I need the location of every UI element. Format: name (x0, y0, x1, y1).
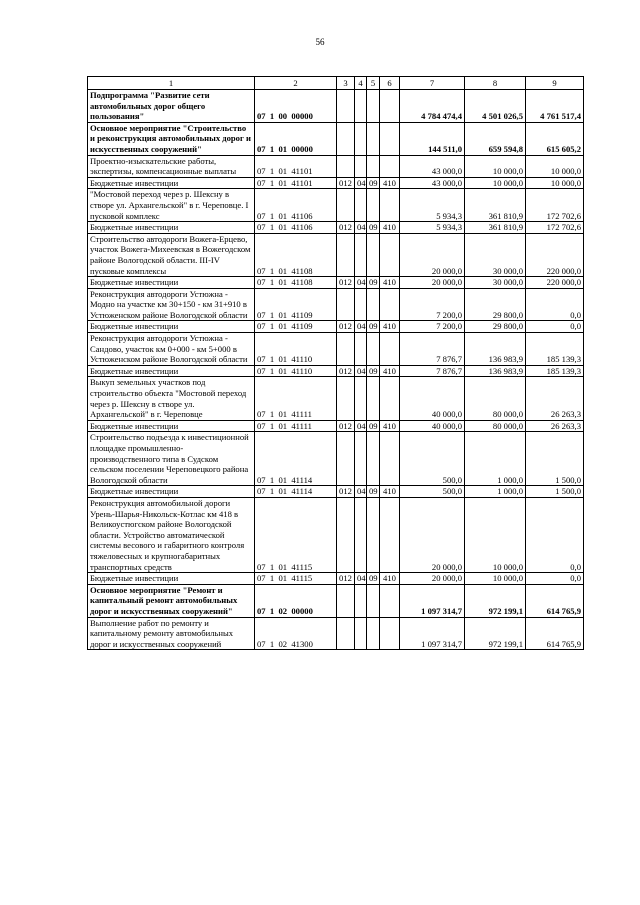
row-col3-cell: 012 (337, 222, 355, 234)
row-col3-cell: 012 (337, 420, 355, 432)
row-value-cell: 4 761 517,4 (526, 90, 584, 123)
row-name-cell: Реконструкция автодороги Устюжна - Модно на участке км 30+150 - км 31+910 в Устюженском районе Вологодской области (88, 288, 255, 321)
row-col3-cell (337, 617, 355, 650)
row-name-cell: Реконструкция автомобильной дороги Урень-Шарья-Никольск-Котлас км 418 в Великоустюгском районе Вологодской области. Устройство автоматической системы весового и габаритного контроля тяжеловесных и крупногабаритных транспортных средств (88, 497, 255, 572)
row-col6-cell (380, 189, 400, 222)
row-col4-cell: 04 (355, 277, 367, 289)
row-value-cell: 4 501 026,5 (465, 90, 526, 123)
header-cell: 6 (380, 77, 400, 90)
row-value-cell: 26 263,3 (526, 377, 584, 420)
row-col6-cell (380, 288, 400, 321)
row-col6-cell (380, 333, 400, 366)
row-code-cell: 07 1 01 41111 (255, 420, 337, 432)
row-value-cell: 972 199,1 (465, 584, 526, 617)
header-cell: 9 (526, 77, 584, 90)
row-value-cell: 4 784 474,4 (400, 90, 465, 123)
row-code-cell: 07 1 01 41111 (255, 377, 337, 420)
header-cell: 8 (465, 77, 526, 90)
row-col6-cell (380, 122, 400, 155)
row-col6-cell: 410 (380, 277, 400, 289)
table-row (88, 90, 584, 123)
row-col4-cell (355, 617, 367, 650)
row-col4-cell: 04 (355, 177, 367, 189)
row-col4-cell: 04 (355, 486, 367, 498)
row-value-cell: 220 000,0 (526, 233, 584, 276)
row-name-cell: Выкуп земельных участков под строительство объекта "Мостовой переход через р. Шексну в створе ул. Архангельской" в г. Череповце (88, 377, 255, 420)
row-col5-cell: 09 (367, 277, 380, 289)
row-value-cell: 615 605,2 (526, 122, 584, 155)
table-row (88, 222, 584, 234)
row-col6-cell: 410 (380, 573, 400, 585)
header-cell: 2 (255, 77, 337, 90)
row-col3-cell (337, 122, 355, 155)
row-col4-cell: 04 (355, 420, 367, 432)
row-col6-cell: 410 (380, 177, 400, 189)
row-value-cell: 40 000,0 (400, 377, 465, 420)
header-row (88, 77, 584, 90)
row-value-cell: 10 000,0 (465, 177, 526, 189)
row-col4-cell (355, 189, 367, 222)
row-col6-cell (380, 584, 400, 617)
row-value-cell: 7 876,7 (400, 333, 465, 366)
row-value-cell: 1 000,0 (465, 486, 526, 498)
row-value-cell: 10 000,0 (526, 177, 584, 189)
row-col4-cell (355, 122, 367, 155)
row-value-cell: 80 000,0 (465, 420, 526, 432)
row-col5-cell (367, 288, 380, 321)
row-col3-cell: 012 (337, 321, 355, 333)
row-value-cell: 10 000,0 (526, 155, 584, 177)
row-col3-cell: 012 (337, 486, 355, 498)
row-code-cell: 07 1 01 41109 (255, 288, 337, 321)
row-col5-cell: 09 (367, 486, 380, 498)
row-col4-cell (355, 155, 367, 177)
row-value-cell: 1 500,0 (526, 486, 584, 498)
row-code-cell: 07 1 01 41115 (255, 497, 337, 572)
header-cell: 5 (367, 77, 380, 90)
row-col4-cell: 04 (355, 573, 367, 585)
row-value-cell: 29 800,0 (465, 288, 526, 321)
row-value-cell: 136 983,9 (465, 365, 526, 377)
row-value-cell: 43 000,0 (400, 155, 465, 177)
table-row (88, 486, 584, 498)
row-value-cell: 10 000,0 (465, 573, 526, 585)
row-col4-cell (355, 584, 367, 617)
table-row (88, 189, 584, 222)
table-row (88, 321, 584, 333)
row-value-cell: 30 000,0 (465, 233, 526, 276)
row-col6-cell: 410 (380, 222, 400, 234)
row-value-cell: 0,0 (526, 573, 584, 585)
row-code-cell: 07 1 01 41108 (255, 233, 337, 276)
row-value-cell: 7 200,0 (400, 321, 465, 333)
row-name-cell: Бюджетные инвестиции (88, 420, 255, 432)
row-code-cell: 07 1 01 41110 (255, 365, 337, 377)
row-col4-cell (355, 432, 367, 486)
row-col5-cell (367, 432, 380, 486)
table-row (88, 432, 584, 486)
header-cell: 7 (400, 77, 465, 90)
row-value-cell: 1 500,0 (526, 432, 584, 486)
row-value-cell: 30 000,0 (465, 277, 526, 289)
row-col6-cell (380, 90, 400, 123)
row-col5-cell: 09 (367, 420, 380, 432)
row-col6-cell: 410 (380, 486, 400, 498)
table-row (88, 497, 584, 572)
row-code-cell: 07 1 01 41108 (255, 277, 337, 289)
row-name-cell: Основное мероприятие "Ремонт и капитальный ремонт автомобильных дорог и искусственных сооружений" (88, 584, 255, 617)
row-value-cell: 1 097 314,7 (400, 584, 465, 617)
row-code-cell: 07 1 01 41106 (255, 222, 337, 234)
row-col6-cell (380, 377, 400, 420)
row-value-cell: 80 000,0 (465, 377, 526, 420)
row-col5-cell (367, 617, 380, 650)
row-col4-cell (355, 90, 367, 123)
row-value-cell: 172 702,6 (526, 222, 584, 234)
row-code-cell: 07 1 01 41114 (255, 432, 337, 486)
row-col4-cell (355, 233, 367, 276)
row-col5-cell: 09 (367, 321, 380, 333)
table-row (88, 573, 584, 585)
row-col3-cell (337, 90, 355, 123)
row-name-cell: Выполнение работ по ремонту и капитальному ремонту автомобильных дорог и искусственных сооружений (88, 617, 255, 650)
row-col4-cell (355, 377, 367, 420)
row-value-cell: 40 000,0 (400, 420, 465, 432)
table-row (88, 122, 584, 155)
row-code-cell: 07 1 01 41101 (255, 155, 337, 177)
row-value-cell: 614 765,9 (526, 584, 584, 617)
row-code-cell: 07 1 01 41106 (255, 189, 337, 222)
row-col3-cell: 012 (337, 277, 355, 289)
row-col5-cell: 09 (367, 177, 380, 189)
row-col3-cell (337, 189, 355, 222)
row-value-cell: 5 934,3 (400, 222, 465, 234)
row-col6-cell: 410 (380, 420, 400, 432)
row-col4-cell (355, 333, 367, 366)
row-value-cell: 10 000,0 (465, 155, 526, 177)
row-col6-cell (380, 233, 400, 276)
row-col5-cell (367, 377, 380, 420)
row-col3-cell (337, 377, 355, 420)
table-row (88, 288, 584, 321)
row-col4-cell (355, 288, 367, 321)
row-col3-cell (337, 333, 355, 366)
row-col5-cell (367, 233, 380, 276)
row-col5-cell (367, 155, 380, 177)
row-value-cell: 10 000,0 (465, 497, 526, 572)
row-col6-cell (380, 155, 400, 177)
row-col6-cell (380, 497, 400, 572)
row-value-cell: 361 810,9 (465, 189, 526, 222)
row-code-cell: 07 1 00 00000 (255, 90, 337, 123)
row-name-cell: Бюджетные инвестиции (88, 486, 255, 498)
row-name-cell: Бюджетные инвестиции (88, 365, 255, 377)
row-col3-cell (337, 288, 355, 321)
row-name-cell: Основное мероприятие "Строительство и реконструкция автомобильных дорог и искусственных сооружений" (88, 122, 255, 155)
row-code-cell: 07 1 02 00000 (255, 584, 337, 617)
row-col5-cell (367, 90, 380, 123)
table-row (88, 420, 584, 432)
row-name-cell: Бюджетные инвестиции (88, 321, 255, 333)
row-value-cell: 5 934,3 (400, 189, 465, 222)
header-cell: 3 (337, 77, 355, 90)
row-value-cell: 43 000,0 (400, 177, 465, 189)
row-col4-cell: 04 (355, 222, 367, 234)
row-col5-cell (367, 333, 380, 366)
header-cell: 4 (355, 77, 367, 90)
table-row (88, 365, 584, 377)
row-value-cell: 1 000,0 (465, 432, 526, 486)
row-name-cell: Бюджетные инвестиции (88, 277, 255, 289)
header-cell: 1 (88, 77, 255, 90)
row-col5-cell (367, 122, 380, 155)
row-value-cell: 614 765,9 (526, 617, 584, 650)
row-col3-cell (337, 233, 355, 276)
row-code-cell: 07 1 01 41101 (255, 177, 337, 189)
row-value-cell: 7 200,0 (400, 288, 465, 321)
page-number: 56 (315, 37, 325, 47)
row-col6-cell: 410 (380, 365, 400, 377)
row-col5-cell: 09 (367, 222, 380, 234)
row-name-cell: Строительство подъезда к инвестиционной площадке промышленно-производственного типа в Судском сельском поселении Череповецкого района Вологодской области (88, 432, 255, 486)
row-value-cell: 144 511,0 (400, 122, 465, 155)
row-value-cell: 29 800,0 (465, 321, 526, 333)
row-col6-cell (380, 432, 400, 486)
row-col3-cell (337, 155, 355, 177)
row-code-cell: 07 1 01 41115 (255, 573, 337, 585)
row-value-cell: 1 097 314,7 (400, 617, 465, 650)
row-value-cell: 220 000,0 (526, 277, 584, 289)
row-name-cell: Строительство автодороги Вожега-Ерцево, участок Вожега-Михеевская в Вожегодском районе Вологодской области. III-IV пусковые комплексы (88, 233, 255, 276)
row-value-cell: 185 139,3 (526, 333, 584, 366)
table-row (88, 617, 584, 650)
row-col6-cell (380, 617, 400, 650)
row-code-cell: 07 1 02 41300 (255, 617, 337, 650)
row-value-cell: 20 000,0 (400, 573, 465, 585)
row-value-cell: 136 983,9 (465, 333, 526, 366)
row-col5-cell (367, 584, 380, 617)
row-col3-cell: 012 (337, 365, 355, 377)
row-value-cell: 0,0 (526, 497, 584, 572)
row-name-cell: Бюджетные инвестиции (88, 222, 255, 234)
row-name-cell: Реконструкция автодороги Устюжна - Сандово, участок км 0+000 - км 5+000 в Устюженском районе Вологодской области (88, 333, 255, 366)
row-code-cell: 07 1 01 41114 (255, 486, 337, 498)
row-col5-cell (367, 189, 380, 222)
row-col3-cell: 012 (337, 573, 355, 585)
table-row (88, 377, 584, 420)
table-row (88, 333, 584, 366)
row-col4-cell: 04 (355, 365, 367, 377)
row-value-cell: 0,0 (526, 288, 584, 321)
row-col3-cell (337, 584, 355, 617)
row-name-cell: Проектно-изыскательские работы, экспертизы, компенсационные выплаты (88, 155, 255, 177)
row-value-cell: 20 000,0 (400, 497, 465, 572)
table-row (88, 233, 584, 276)
row-code-cell: 07 1 01 00000 (255, 122, 337, 155)
row-value-cell: 7 876,7 (400, 365, 465, 377)
row-value-cell: 172 702,6 (526, 189, 584, 222)
row-col3-cell: 012 (337, 177, 355, 189)
row-col4-cell (355, 497, 367, 572)
row-col4-cell: 04 (355, 321, 367, 333)
row-code-cell: 07 1 01 41109 (255, 321, 337, 333)
row-code-cell: 07 1 01 41110 (255, 333, 337, 366)
row-value-cell: 500,0 (400, 432, 465, 486)
row-value-cell: 659 594,8 (465, 122, 526, 155)
row-col5-cell: 09 (367, 365, 380, 377)
row-name-cell: Бюджетные инвестиции (88, 573, 255, 585)
row-col5-cell: 09 (367, 573, 380, 585)
row-value-cell: 500,0 (400, 486, 465, 498)
table-row (88, 584, 584, 617)
row-name-cell: Бюджетные инвестиции (88, 177, 255, 189)
row-value-cell: 972 199,1 (465, 617, 526, 650)
table-row (88, 277, 584, 289)
row-value-cell: 0,0 (526, 321, 584, 333)
row-col6-cell: 410 (380, 321, 400, 333)
row-name-cell: Подпрограмма "Развитие сети автомобильных дорог общего пользования" (88, 90, 255, 123)
row-value-cell: 20 000,0 (400, 233, 465, 276)
row-value-cell: 26 263,3 (526, 420, 584, 432)
row-value-cell: 361 810,9 (465, 222, 526, 234)
row-name-cell: "Мостовой переход через р. Шексну в створе ул. Архангельской" в г. Череповце. I пусковой комплекс (88, 189, 255, 222)
table-row (88, 177, 584, 189)
budget-table (87, 76, 584, 650)
row-col5-cell (367, 497, 380, 572)
row-value-cell: 185 139,3 (526, 365, 584, 377)
row-col3-cell (337, 432, 355, 486)
table-row (88, 155, 584, 177)
row-col3-cell (337, 497, 355, 572)
row-value-cell: 20 000,0 (400, 277, 465, 289)
